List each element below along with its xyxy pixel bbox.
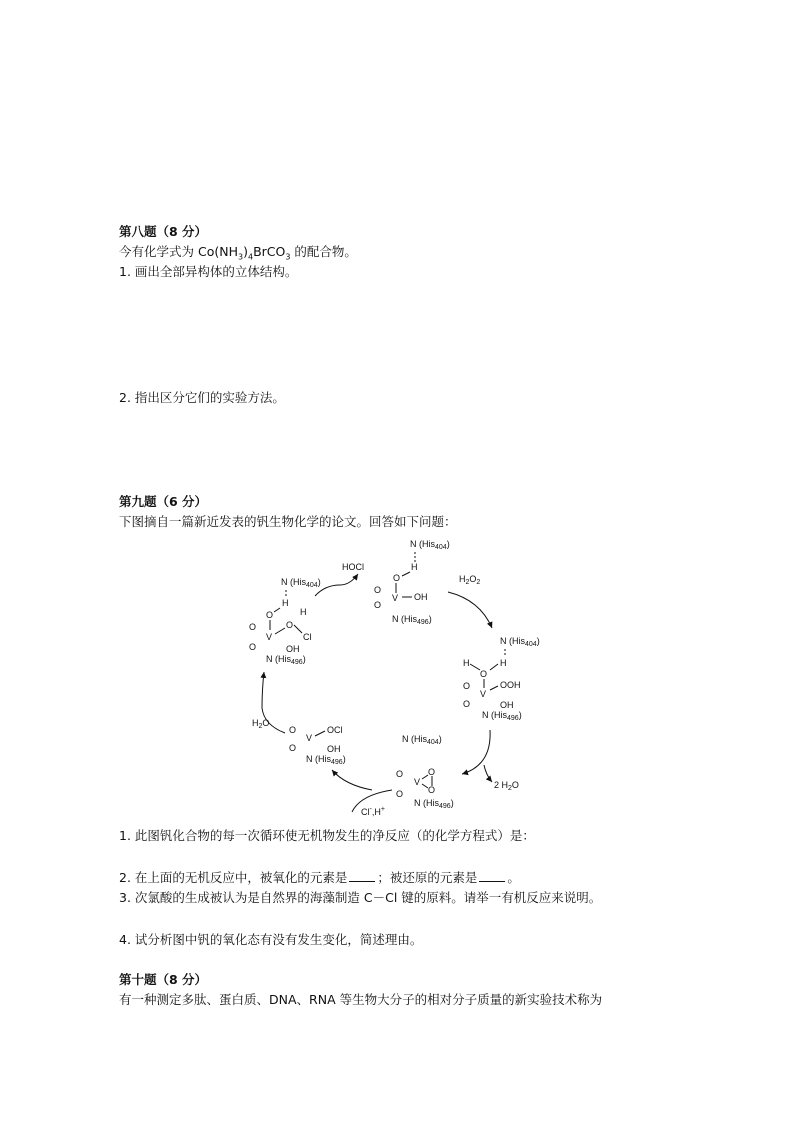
arrow-release-water (462, 730, 490, 774)
svg-text:H: H (463, 658, 470, 668)
svg-text:OH: OH (286, 644, 300, 654)
svg-text:O: O (396, 789, 404, 799)
svg-text:N (His404): N (His$_{404}$) (410, 539, 450, 551)
svg-text:N (His496): N (His$_{496}$) (392, 614, 432, 626)
q9-title: 第九题（6 分） (119, 494, 208, 509)
q9-item1: 1. 此图钒化合物的每一次循环使无机物发生的净反应（的化学方程式）是： (119, 828, 535, 843)
svg-text:N (His496): N (His$_{496}$) (266, 654, 306, 666)
complex-bottom (396, 767, 454, 810)
arrow-h2o2 (448, 592, 492, 628)
q8-title: 第八题（8 分） (119, 224, 208, 239)
complex-top-left (249, 577, 321, 666)
q9-item2: 2. 在上面的无机反应中，被氧化的元素是 ；被还原的元素是 。 (119, 870, 520, 885)
free-his404: N (His$_{404}$) (402, 734, 442, 746)
svg-text:OH: OH (327, 744, 341, 754)
svg-text:V: V (480, 689, 487, 699)
svg-text:O: O (266, 610, 274, 620)
svg-text:O: O (289, 743, 297, 753)
arrow-release-hocl (315, 574, 358, 596)
svg-text:O: O (289, 725, 297, 735)
complex-top (374, 539, 450, 626)
reagent-h2o2: $H_2O_2$ (459, 574, 481, 586)
q8-item2: 2. 指出区分它们的实验方法。 (119, 390, 285, 405)
svg-text:N (His404): N (His$_{404}$) (281, 577, 321, 589)
svg-text:H: H (300, 607, 307, 617)
svg-text:O: O (428, 785, 436, 795)
svg-text:O: O (463, 699, 471, 709)
svg-text:V: V (414, 777, 421, 787)
svg-text:O: O (480, 669, 488, 679)
svg-text:O: O (249, 642, 257, 652)
svg-text:H: H (500, 658, 507, 668)
svg-text:O: O (374, 585, 382, 595)
svg-text:O: O (286, 620, 294, 630)
q8-intro: 今有化学式为 $Co(NH_3)_4BrCO_3$ 的配合物。 (119, 244, 357, 262)
svg-text:O: O (249, 622, 257, 632)
svg-text:OOH: OOH (500, 680, 521, 690)
svg-text:V: V (392, 593, 399, 603)
complex-right (463, 636, 540, 722)
blank-oxidized[interactable] (349, 870, 375, 882)
q8-item1: 1. 画出全部异构体的立体结构。 (119, 264, 298, 279)
reagent-cl-h: Cl-,H+ (361, 806, 385, 817)
q9-item4: 4. 试分析图中钒的氧化态有没有发生变化，简述理由。 (119, 932, 423, 947)
arrow-to-ocl (332, 770, 372, 790)
svg-text:N (His496): N (His$_{496}$) (306, 754, 346, 766)
complex-bottom-left (289, 725, 346, 766)
svg-text:O: O (396, 769, 404, 779)
svg-text:H: H (411, 562, 418, 572)
svg-text:V: V (306, 733, 313, 743)
svg-text:OH: OH (500, 700, 514, 710)
blank-reduced[interactable] (479, 870, 505, 882)
q9-intro: 下图摘自一篇新近发表的钒生物化学的论文。回答如下问题： (119, 514, 457, 529)
reagent-hocl: HOCl (342, 562, 364, 572)
svg-text:N (His496): N (His$_{496}$) (414, 798, 454, 810)
svg-text:O: O (463, 681, 471, 691)
arrow-water-out (484, 765, 492, 782)
q10-title: 第十题（8 分） (119, 972, 208, 987)
product-water: 2 $H_2O$ (494, 780, 519, 792)
svg-text:OH: OH (414, 592, 428, 602)
reagent-h2o: $H_2O$ (252, 718, 270, 730)
svg-text:N (His496): N (His$_{496}$) (482, 710, 522, 722)
svg-text:N (His404): N (His$_{404}$) (500, 636, 540, 648)
svg-text:Cl: Cl (303, 632, 312, 642)
svg-text:O: O (393, 573, 401, 583)
svg-text:OCl: OCl (327, 725, 343, 735)
svg-text:H: H (282, 598, 289, 608)
svg-text:O: O (374, 600, 382, 610)
q9-item3: 3. 次氯酸的生成被认为是自然界的海藻制造 C－Cl 键的原料。请举一有机反应来说明。 (119, 890, 602, 905)
q10-intro: 有一种测定多肽、蛋白质、DNA、RNA 等生物大分子的相对分子质量的新实验技术称为 (119, 992, 603, 1007)
svg-text:O: O (428, 767, 436, 777)
svg-text:V: V (266, 632, 273, 642)
